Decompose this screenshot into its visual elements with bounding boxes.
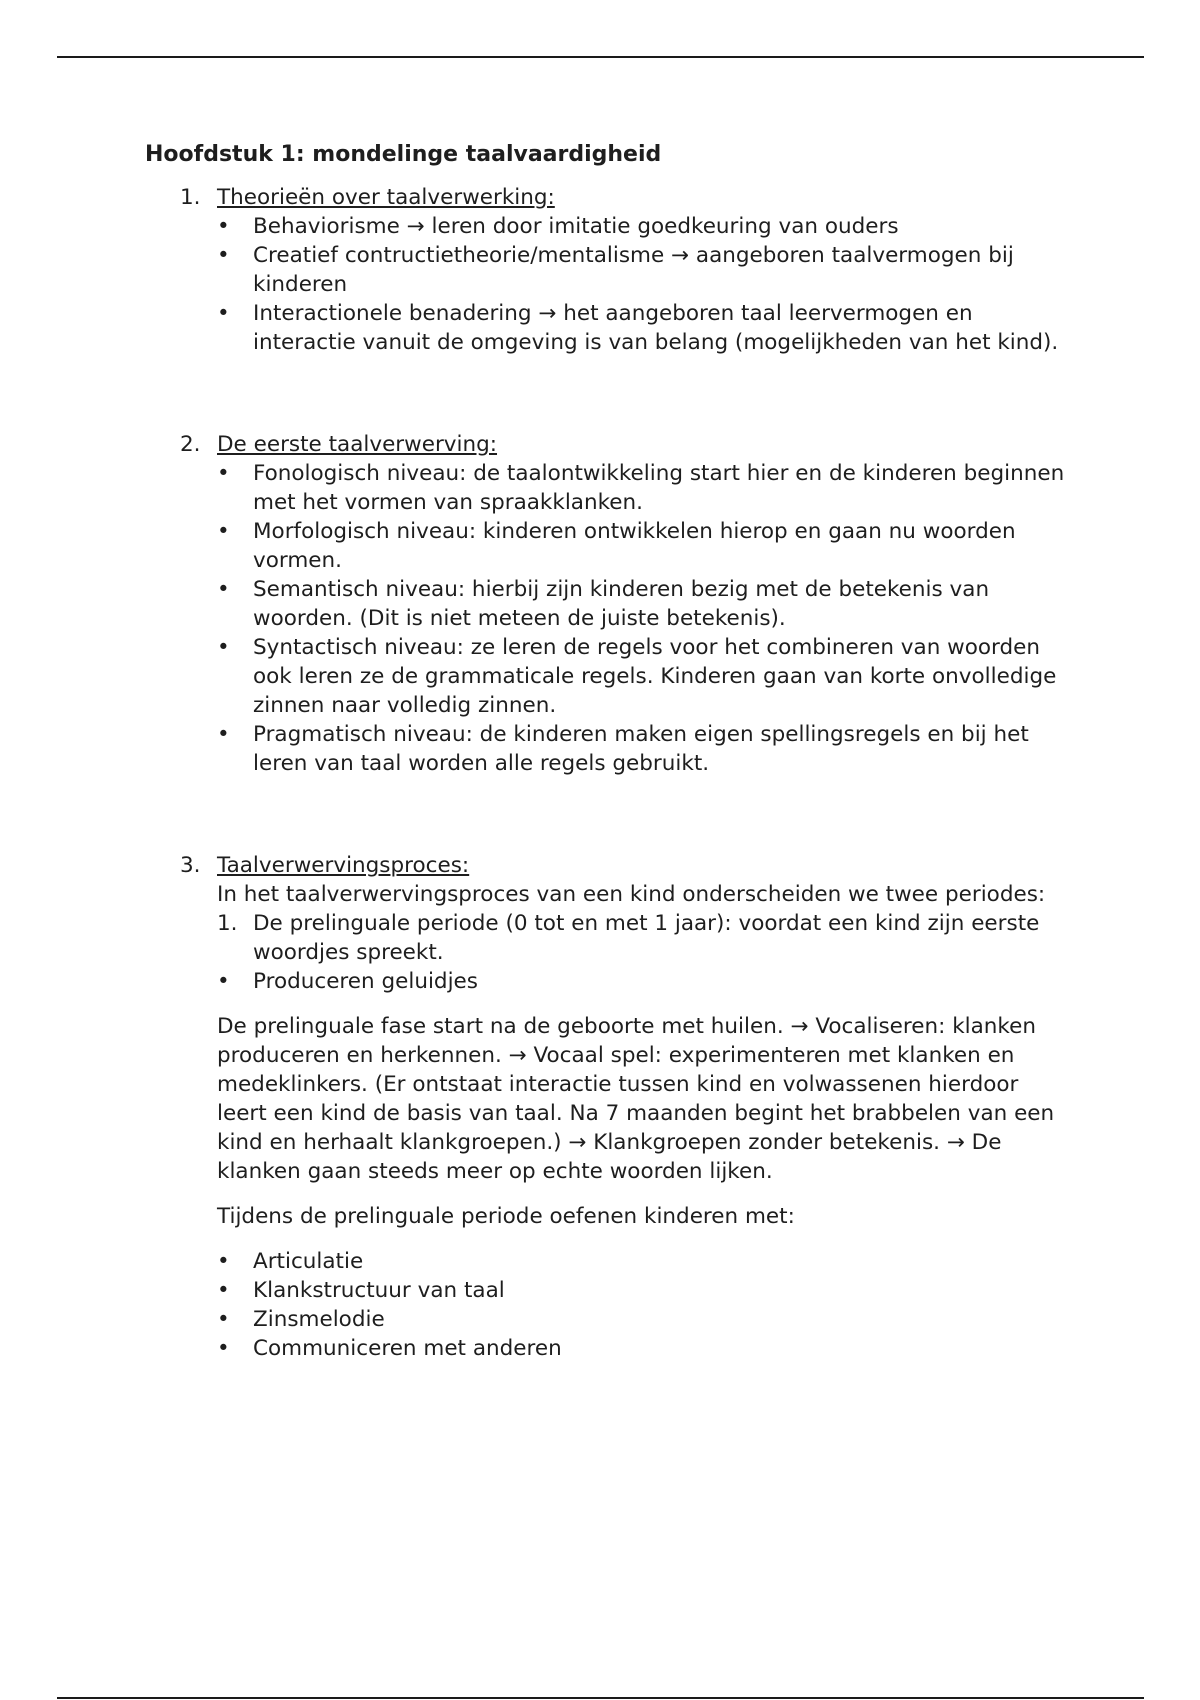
chapter-heading: Hoofdstuk 1: mondelinge taalvaardigheid [145, 142, 662, 167]
section-number: 1. [180, 185, 201, 210]
list-item: • Fonologisch niveau: de taalontwikkeling start hier en de kinderen beginnen met het vormen van spraakklanken. [217, 461, 1065, 515]
section-label: Theorieën over taalverwerking: [217, 185, 555, 210]
sub-item-number: 1. [217, 911, 238, 936]
list-item: • Zinsmelodie [217, 1307, 385, 1332]
bullet-icon: • [217, 969, 230, 994]
list-item: • Produceren geluidjes [217, 969, 478, 994]
bullet-list [145, 459, 1065, 778]
practice-intro: Tijdens de prelinguale periode oefenen kinderen met: [217, 1204, 795, 1229]
bullet-icon: • [217, 722, 230, 747]
section-number: 2. [180, 432, 201, 457]
section-2 [145, 430, 1065, 778]
section-label: De eerste taalverwerving: [217, 432, 498, 457]
bullet-icon: • [217, 1307, 230, 1332]
section-number: 3. [180, 853, 201, 878]
list-item: • Behaviorisme → leren door imitatie goedkeuring van ouders [217, 214, 899, 239]
bullet-icon: • [217, 461, 230, 486]
section-3 [145, 851, 1065, 1363]
section-intro: In het taalverwervingsproces van een kind onderscheiden we twee periodes: [217, 882, 1046, 907]
body-paragraph: De prelinguale fase start na de geboorte met huilen. → Vocaliseren: klanken produceren en herkennen. → Vocaal spel: experimenteren met klanken en medeklinkers. (Er ontstaat interactie tussen kind en volwassenen hierdoor leert een kind de basis van taal. Na 7 maanden begint het brabbelen van een kind en herhaalt klankgroepen.) → Klankgroepen zonder betekenis. → De klanken gaan steeds meer op echte woorden lijken. [217, 1014, 1055, 1184]
bullet-icon: • [217, 1249, 230, 1274]
bullet-icon: • [217, 519, 230, 544]
list-item: • Communiceren met anderen [217, 1336, 562, 1361]
list-item: • Pragmatisch niveau: de kinderen maken eigen spellingsregels en bij het leren van taal worden alle regels gebruikt. [217, 722, 1029, 776]
list-item: • Syntactisch niveau: ze leren de regels voor het combineren van woorden ook leren ze de grammaticale regels. Kinderen gaan van korte onvolledige zinnen naar volledig zinnen. [217, 635, 1057, 718]
bullet-icon: • [217, 243, 230, 268]
bullet-icon: • [217, 214, 230, 239]
section-title [145, 430, 1065, 459]
list-item: • Creatief contructietheorie/mentalisme → aangeboren taalvermogen bij kinderen [217, 243, 1014, 297]
list-item: • Articulatie [217, 1249, 364, 1274]
bullet-icon: • [217, 1278, 230, 1303]
list-item: • Klankstructuur van taal [217, 1278, 505, 1303]
bullet-icon: • [217, 301, 230, 326]
document-body [145, 140, 1065, 1363]
section-title [145, 851, 1065, 880]
section-1 [145, 183, 1065, 357]
list-item: • Morfologisch niveau: kinderen ontwikkelen hierop en gaan nu woorden vormen. [217, 519, 1016, 573]
bullet-icon: • [217, 635, 230, 660]
section-title [145, 183, 1065, 212]
bullet-list [145, 967, 1065, 996]
bullet-icon: • [217, 577, 230, 602]
header-rule [57, 56, 1144, 58]
numbered-sub-item: 1. De prelinguale periode (0 tot en met 1 jaar): voordat een kind zijn eerste woordjes spreekt. [217, 911, 1040, 965]
list-item: • Interactionele benadering → het aangeboren taal leervermogen en interactie vanuit de omgeving is van belang (mogelijkheden van het kind). [217, 301, 1059, 355]
bullet-list [145, 212, 1065, 357]
bullet-icon: • [217, 1336, 230, 1361]
practice-list [145, 1247, 1065, 1363]
section-label: Taalverwervingsproces: [217, 853, 470, 878]
footer-rule [57, 1697, 1144, 1699]
list-item: • Semantisch niveau: hierbij zijn kinderen bezig met de betekenis van woorden. (Dit is niet meteen de juiste betekenis). [217, 577, 990, 631]
